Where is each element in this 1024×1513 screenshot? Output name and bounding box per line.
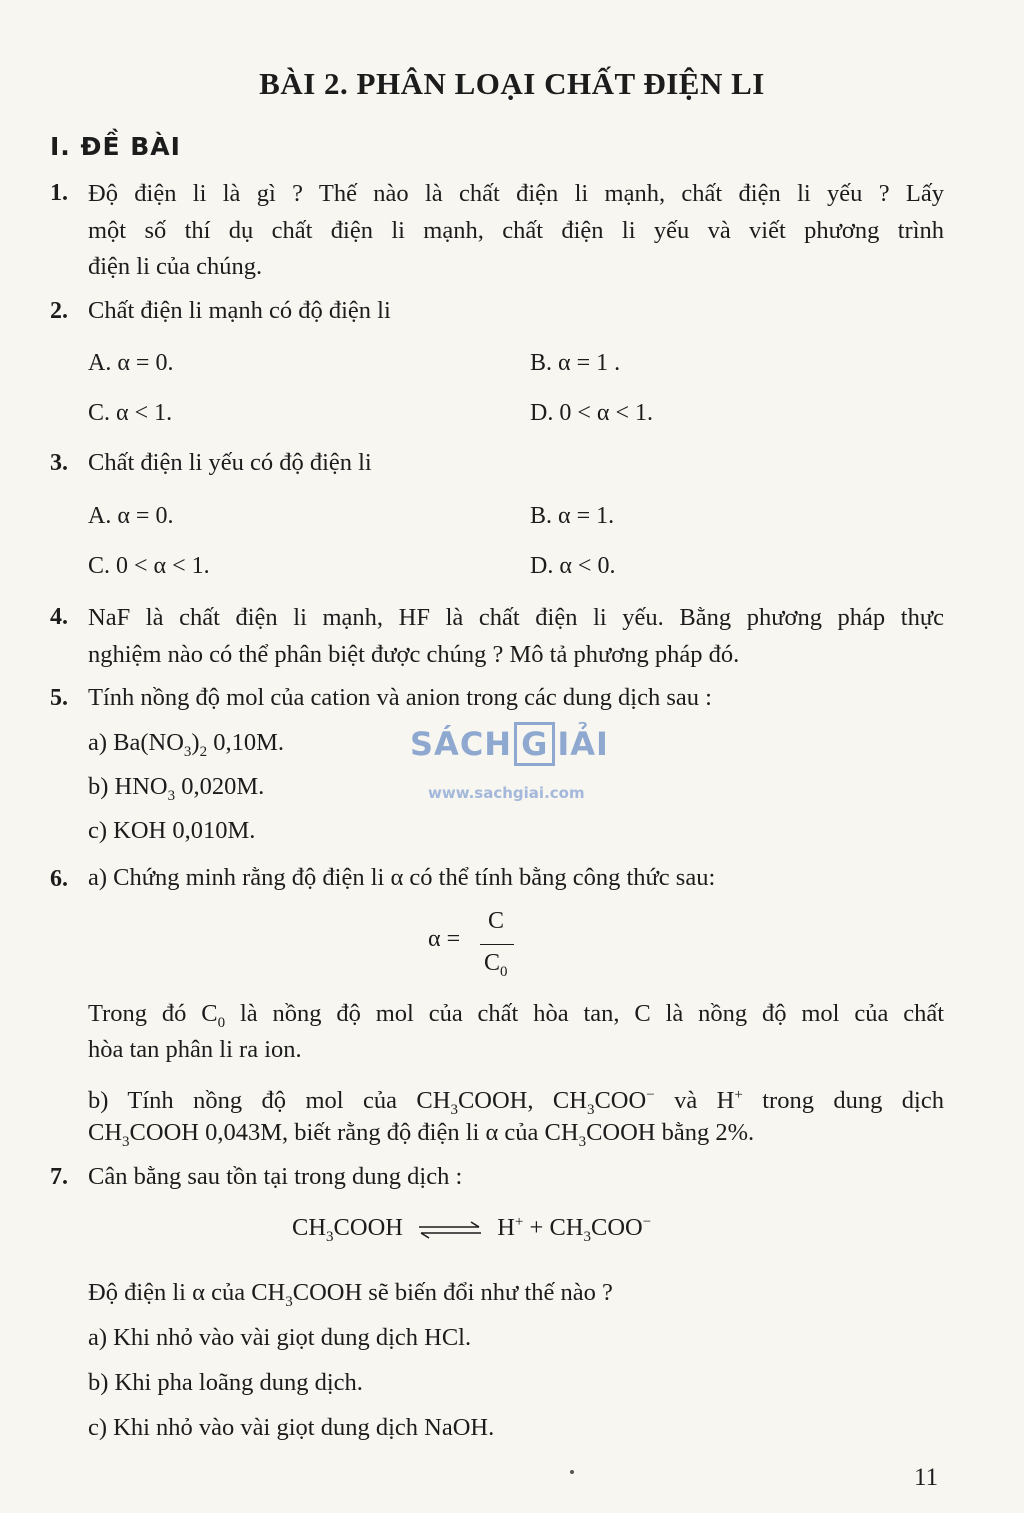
question-3-option-b: B. α = 1. — [530, 503, 615, 529]
question-4-line-1: NaF là chất điện li mạnh, HF là chất điện li yếu. Bằng phương pháp thực — [88, 604, 944, 631]
alpha-formula — [428, 908, 528, 988]
question-7-number: 7. — [50, 1164, 68, 1190]
scan-speck — [570, 1470, 574, 1474]
question-1-line-1: Độ điện li là gì ? Thế nào là chất điện li mạnh, chất điện li yếu ? Lấy — [88, 180, 944, 207]
question-4-number: 4. — [50, 604, 68, 630]
page-title: BÀI 2. PHÂN LOẠI CHẤT ĐIỆN LI — [259, 66, 765, 101]
question-2-text: Chất điện li mạnh có độ điện li — [88, 297, 391, 324]
question-7-question: Độ điện li α của $CH_3COOH$ sẽ biến đổi như thế nào ? — [88, 1279, 613, 1310]
question-7-item-a: a) Khi nhỏ vào vài giọt dung dịch HCl. — [88, 1324, 472, 1351]
fraction-bar — [480, 944, 514, 945]
watermark-url: www.sachgiai.com — [428, 784, 585, 802]
question-2-option-b: B. α = 1 . — [530, 350, 621, 376]
equilibrium-arrow-icon — [415, 1220, 485, 1240]
question-2-option-d: D. 0 < α < 1. — [530, 400, 653, 426]
question-2-number: 2. — [50, 298, 68, 324]
question-3-option-a: A. α = 0. — [88, 503, 174, 529]
question-3-number: 3. — [50, 450, 68, 476]
question-5-text: Tính nồng độ mol của cation và anion trong các dung dịch sau : — [88, 684, 712, 711]
question-7-text: Cân bằng sau tồn tại trong dung dịch : — [88, 1163, 463, 1190]
question-6-part-a: a) Chứng minh rằng độ điện li α có thể tính bằng công thức sau: — [88, 864, 716, 891]
question-6-part-b-line-1: b) Tính nồng độ mol của $CH_3COOH$, $CH_3COO^-$ và H+ trong dung dịch — [88, 1087, 944, 1119]
page-number: 11 — [914, 1464, 939, 1491]
question-3-text: Chất điện li yếu có độ điện li — [88, 449, 372, 476]
question-4-line-2: nghiệm nào có thể phân biệt được chúng ? Mô tả phương pháp đó. — [88, 641, 740, 668]
question-5-item-c: c) KOH 0,010M. — [88, 817, 256, 844]
question-7-item-b: b) Khi pha loãng dung dịch. — [88, 1369, 363, 1396]
question-1-line-2: một số thí dụ chất điện li mạnh, chất điện li yếu và viết phương trình — [88, 217, 944, 244]
question-5-number: 5. — [50, 685, 68, 711]
section-heading: I. ĐỀ BÀI — [50, 132, 181, 161]
question-6-number: 6. — [50, 866, 68, 892]
question-2-option-a: A. α = 0. — [88, 350, 174, 376]
formula-denominator: $C_0$ — [484, 950, 508, 980]
question-1-number: 1. — [50, 180, 68, 206]
question-6-note-line-2: hòa tan phân li ra ion. — [88, 1036, 302, 1063]
question-3-option-c: C. 0 < α < 1. — [88, 553, 210, 579]
formula-numerator: C — [488, 908, 505, 934]
equilibrium-equation: $CH_3COOH$ $H^+ + CH_3COO^-$ — [292, 1214, 652, 1246]
formula-lhs: α = — [428, 926, 461, 952]
watermark-logo: SÁCH G IẢI www.sachgiai.com — [410, 722, 609, 766]
question-2-option-c: C. α < 1. — [88, 400, 173, 426]
question-6-note-line-1: Trong đó $C_0$ là nồng độ mol của chất hòa tan, C là nồng độ mol của chất — [88, 1000, 944, 1031]
question-7-item-c: c) Khi nhỏ vào vài giọt dung dịch NaOH. — [88, 1414, 495, 1441]
question-5-item-a: a) $Ba(NO_3)_2$ 0,10M. — [88, 729, 285, 760]
question-5-item-b: b) $HNO_3$ 0,020M. — [88, 773, 265, 804]
question-1-line-3: điện li của chúng. — [88, 253, 263, 280]
question-6-part-b-line-2: $CH_3COOH$ 0,043M, biết rằng độ điện li α của $CH_3COOH$ bằng 2%. — [88, 1119, 755, 1150]
question-3-option-d: D. α < 0. — [530, 553, 616, 579]
